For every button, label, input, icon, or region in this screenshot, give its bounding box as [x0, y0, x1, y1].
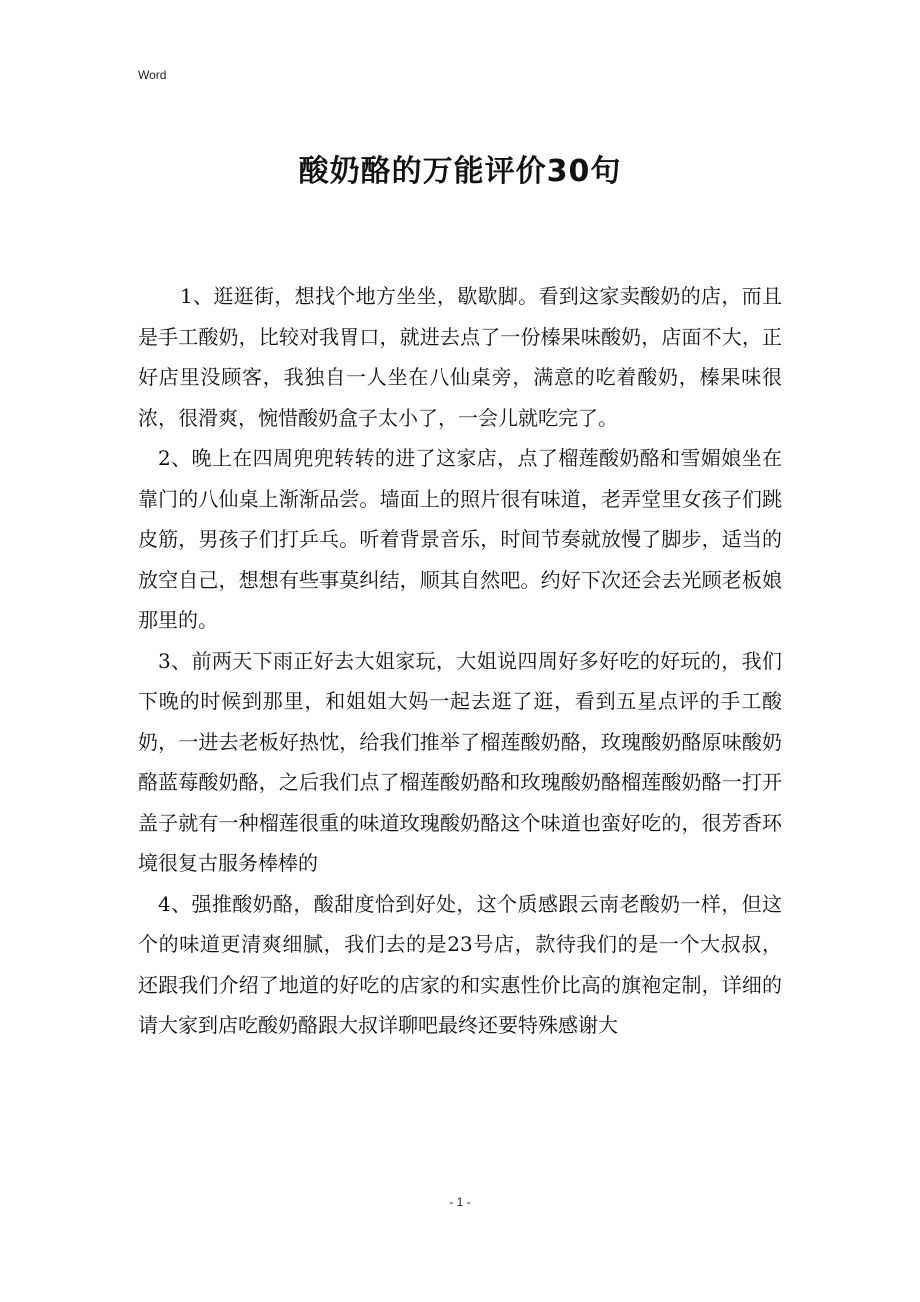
paragraph-2: 2、晚上在四周兜兜转转的进了这家店，点了榴莲酸奶酪和雪媚娘坐在靠门的八仙桌上渐渐品尝。墙面上的照片很有味道，老弄堂里女孩子们跳皮筋，男孩子们打乒乓。听着背景音乐，时间节奏就放慢了脚步，适当的放空自己，想想有些事莫纠结，顺其自然吧。约好下次还会去光顾老板娘那里的。: [138, 446, 782, 632]
paragraph-3: 3、前两天下雨正好去大姐家玩，大姐说四周好多好吃的好玩的，我们下晚的时候到那里，和姐姐大妈一起去逛了逛，看到五星点评的手工酸奶，一进去老板好热忱，给我们推举了榴莲酸奶酪，玫瑰酸奶酪原味酸奶酪蓝莓酸奶酪，之后我们点了榴莲酸奶酪和玫瑰酸奶酪榴莲酸奶酪一打开盖子就有一种榴莲很重的味道玫瑰酸奶酪这个味道也蛮好吃的，很芳香环境很复古服务棒棒的: [138, 648, 782, 875]
header-label: Word: [138, 68, 167, 82]
page-number: - 1 -: [449, 1195, 471, 1209]
document-body: [138, 276, 782, 1046]
paragraph-4: 4、强推酸奶酪，酸甜度恰到好处，这个质感跟云南老酸奶一样，但这个的味道更清爽细腻，我们去的是23号店，款待我们的是一个大叔叔，还跟我们介绍了地道的好吃的店家的和实惠性价比高的旗袍定制，详细的请大家到店吃酸奶酪跟大叔详聊吧最终还要特殊感谢大: [138, 891, 782, 1037]
page-title: 酸奶酪的万能评价30句: [298, 154, 622, 189]
paragraph-1: 1、逛逛街，想找个地方坐坐，歇歇脚。看到这家卖酸奶的店，而且是手工酸奶，比较对我胃口，就进去点了一份榛果味酸奶，店面不大，正好店里没顾客，我独自一人坐在八仙桌旁，满意的吃着酸奶，榛果味很浓，很滑爽，惋惜酸奶盒子太小了，一会儿就吃完了。: [138, 284, 782, 430]
